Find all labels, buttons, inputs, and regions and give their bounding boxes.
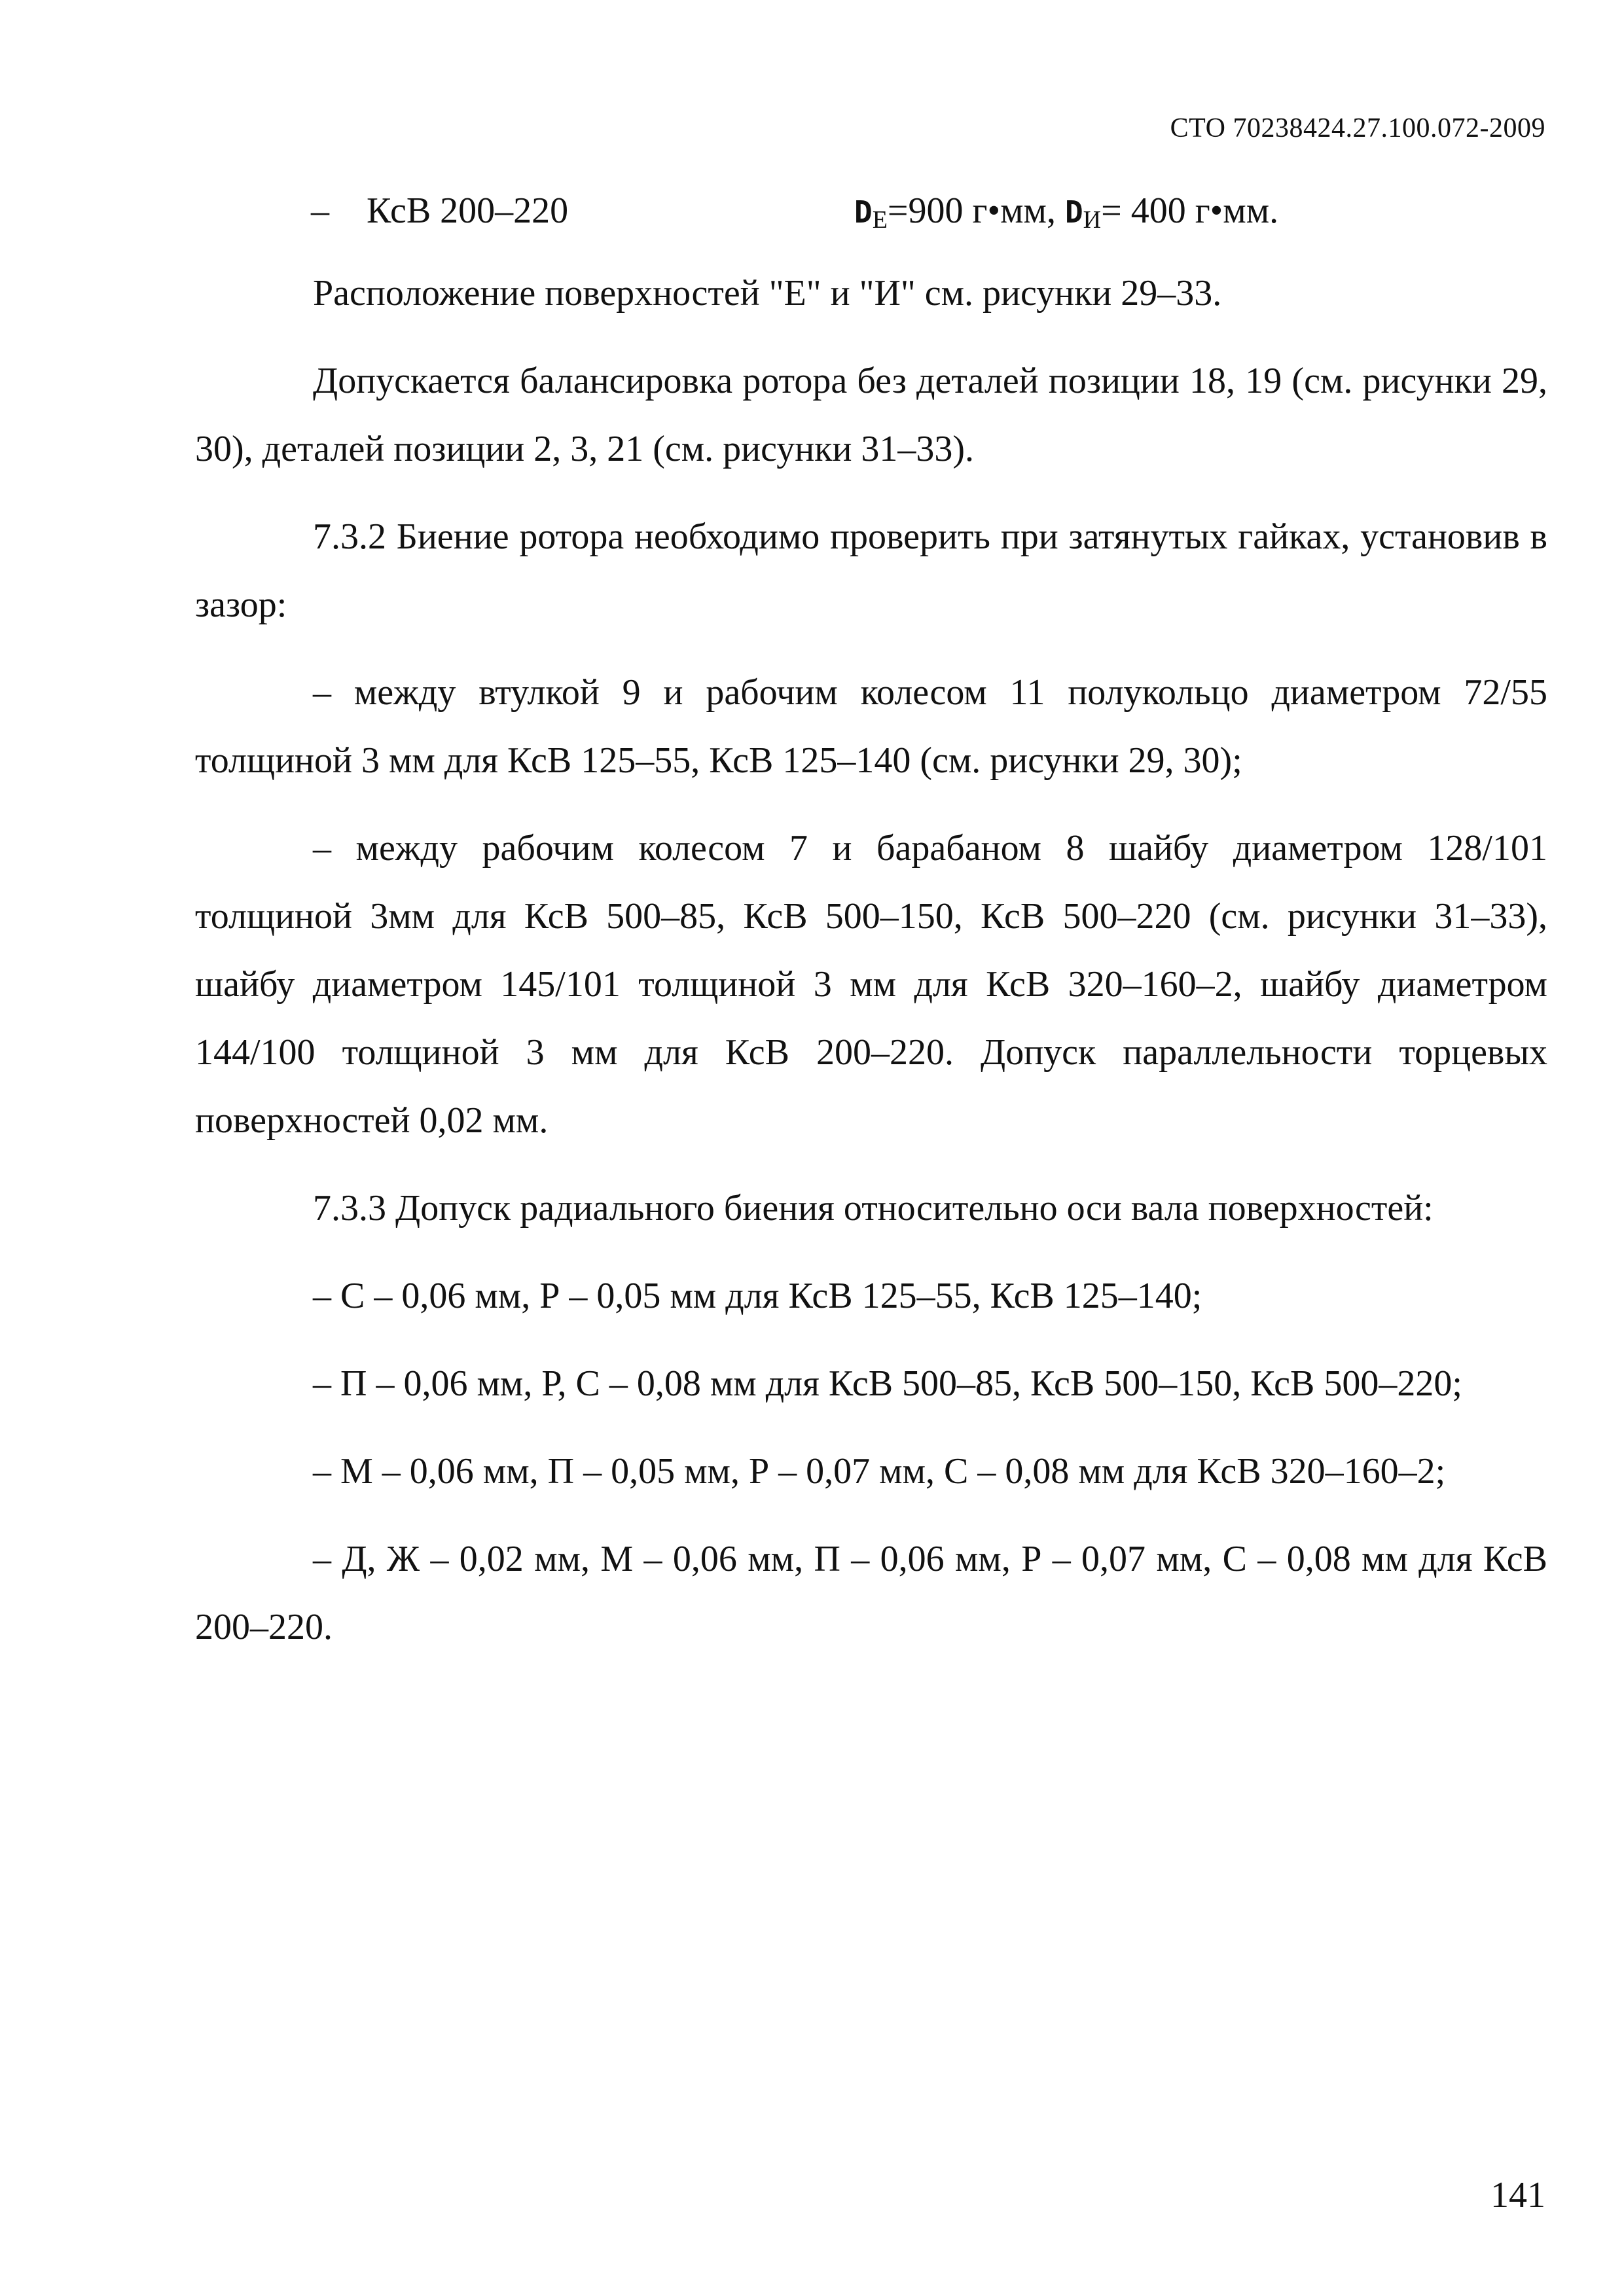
document-header: СТО 70238424.27.100.072-2009: [1170, 113, 1545, 143]
list-item-runout-3: – М – 0,06 мм, П – 0,05 мм, Р – 0,07 мм, С – 0,08 мм для КсВ 320–160–2;: [313, 1451, 1446, 1492]
page-number: 141: [1490, 2175, 1545, 2215]
paragraph-7-3-2: 7.3.2 Биение ротора необходимо проверить при затянутых гайках, установив в зазор:: [195, 516, 1547, 625]
model-label: КсВ 200–220: [367, 190, 569, 231]
paragraph-surfaces-location: Расположение поверхностей "Е" и "И" см. рисунки 29–33.: [313, 273, 1222, 314]
list-item-runout-4: – Д, Ж – 0,02 мм, М – 0,06 мм, П – 0,06 мм, Р – 0,07 мм, С – 0,08 мм для КсВ 200–220.: [195, 1539, 1547, 1647]
balance-line-ksv-200-220: [311, 177, 1555, 254]
document-body: [195, 259, 1547, 1661]
paragraph-half-ring: – между втулкой 9 и рабочим колесом 11 полукольцо диаметром 72/55 толщиной 3 мм для КсВ 125–55, КсВ 125–140 (см. рисунки 29, 30);: [195, 672, 1547, 781]
list-item-runout-2: – П – 0,06 мм, Р, С – 0,08 мм для КсВ 500–85, КсВ 500–150, КсВ 500–220;: [313, 1363, 1462, 1404]
paragraph-7-3-3: 7.3.3 Допуск радиального биения относительно оси вала поверхностей:: [313, 1188, 1434, 1229]
symbol-d-e: D: [854, 194, 873, 230]
list-dash: –: [311, 190, 329, 231]
subscript-i: И: [1083, 206, 1102, 234]
value-i: = 400 г•мм.: [1101, 190, 1279, 231]
paragraph-balancing-allowance: Допускается балансировка ротора без деталей позиции 18, 19 (см. рисунки 29, 30), деталей позиции 2, 3, 21 (см. рисунки 31–33).: [195, 361, 1547, 469]
subscript-e: Е: [872, 206, 888, 234]
list-item-runout-1: – С – 0,06 мм, Р – 0,05 мм для КсВ 125–55, КсВ 125–140;: [313, 1276, 1202, 1316]
symbol-d-i: D: [1064, 194, 1083, 230]
value-e: =900 г•мм,: [887, 190, 1065, 231]
paragraph-washer: – между рабочим колесом 7 и барабаном 8 шайбу диаметром 128/101 толщиной 3мм для КсВ 500–85, КсВ 500–150, КсВ 500–220 (см. рисунки 31–33), шайбу диаметром 145/101 толщиной 3 мм для КсВ 320–160–2, шайбу диаметром 144/100 толщиной 3 мм для КсВ 200–220. Допуск параллельности торцевых поверхностей 0,02 мм.: [195, 828, 1547, 1141]
